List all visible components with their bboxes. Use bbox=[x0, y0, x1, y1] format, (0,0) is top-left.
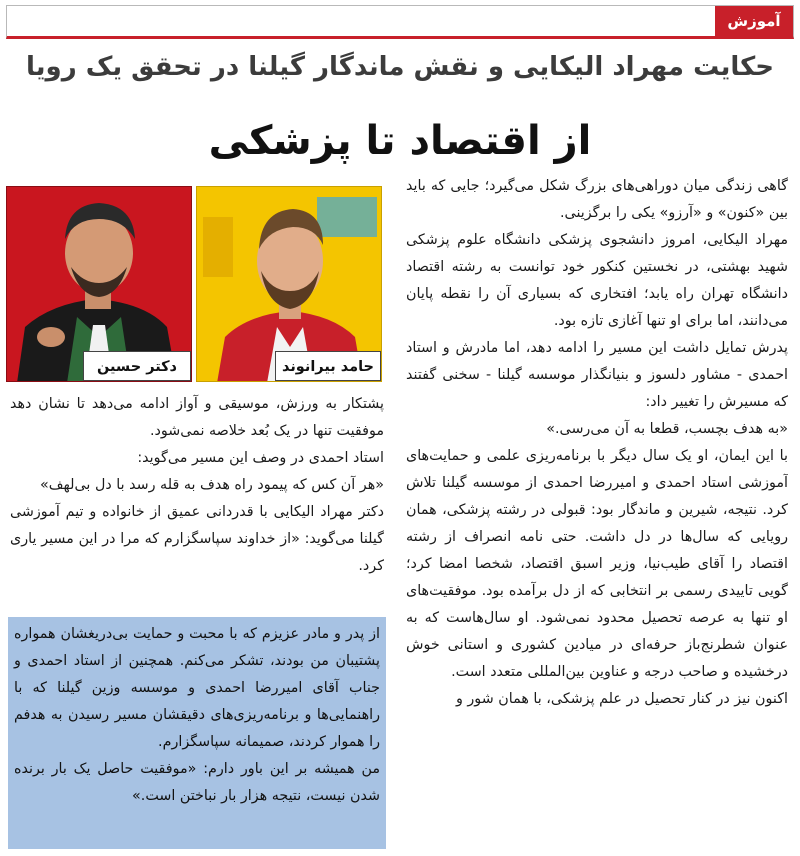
paragraph: اکنون نیز در کنار تحصیل در علم پزشکی، با همان شور و bbox=[455, 691, 788, 707]
paragraph: گاهی زندگی میان دوراهی‌های بزرگ شکل می‌گیرد؛ جایی که باید بین «کنون» و «آرزو» یکی را برگزینی. bbox=[406, 178, 788, 221]
paragraph: مهراد الیکایی، امروز دانشجوی پزشکی دانشگاه علوم پزشکی شهید بهشتی، در نخستین کنکور خود توانست به رشته اقتصاد دانشگاه تهران راه یابد؛ افتخاری که بسیاری آن را نقطه پایان می‌دانند، اما برای او تنها آغازی تازه بود. bbox=[406, 232, 788, 329]
paragraph: پدرش تمایل داشت این مسیر را ادامه دهد، اما مادرش و استاد احمدی - مشاور دلسوز و بنیانگذار موسسه گیلنا - سخنی گفتند که مسیرش را تغییر داد: bbox=[406, 340, 788, 410]
paragraph: با این ایمان، او یک سال دیگر با برنامه‌ریزی علمی و حمایت‌های آموزشی استاد احمدی و امیررضا احمدی از موسسه گیلنا تلاش کرد. نتیجه، شیرین و ماندگار بود: قبولی در رشته پزشکی، همان رویایی که سال‌ها در دل داشت. حتی نامه انصراف از رشته اقتصاد را آقای طیب‌نیا، وزیر اسبق اقتصاد، شخصا امضا کرد؛ گویی تاییدی رسمی بر انتخابی که از دل برآمده بود. موفقیت‌های او تنها به عرصه تحصیل محدود نمی‌شود. او سال‌هاست که به عنوان شطرنج‌باز حرفه‌ای در میادین کشوری و استانی خوش درخشیده و صاحب درجه و عناوین بین‌المللی متعدد است. bbox=[406, 448, 788, 680]
quote-line: «هر آن کس که پیمود راه هدف به قله رسد با دل بی‌لهف» bbox=[40, 477, 384, 493]
paragraph: دکتر مهراد الیکایی با قدردانی عمیق از خانواده و تیم آموزشی گیلنا می‌گوید: «از خداوند سپاسگزارم که مرا در این مسیر یاری کرد. bbox=[10, 504, 384, 574]
paragraph: از پدر و مادر عزیزم که با محبت و حمایت بی‌دریغشان همواره پشتیبان من بودند، تشکر می‌کنم. همچنین از استاد احمدی و جناب آقای امیررضا احمدی و موسسه وزین گیلنا که با راهنمایی‌ها و برنامه‌ریزی‌های دقیقشان مسیر رسیدن به هدفم را هموار کردند، صمیمانه سپاسگزارم. bbox=[14, 626, 380, 750]
article-kicker: حکایت مهراد الیکایی و نقش ماندگار گیلنا در تحقق یک رویا bbox=[26, 52, 774, 82]
portrait-photo-hamed bbox=[196, 186, 382, 382]
portrait-photo-ahmadi bbox=[6, 186, 192, 382]
highlighted-quote bbox=[8, 617, 386, 849]
paragraph: پشتکار به ورزش، موسیقی و آواز ادامه می‌دهد تا نشان دهد موفقیت تنها در یک بُعد خلاصه نمی‌شود. bbox=[10, 396, 384, 439]
article-headline: از اقتصاد تا پزشکی bbox=[208, 118, 592, 164]
paragraph: استاد احمدی در وصف این مسیر می‌گوید: bbox=[137, 450, 384, 466]
photo-caption: دکتر حسین bbox=[83, 351, 191, 381]
article-column-left bbox=[10, 391, 384, 621]
section-tag: آموزش bbox=[715, 6, 793, 37]
quote-line: «به هدف بچسب، قطعا به آن می‌رسی.» bbox=[546, 421, 788, 437]
article-column-right bbox=[406, 173, 788, 848]
paragraph: من همیشه بر این باور دارم: «موفقیت حاصل یک بار برنده شدن نیست، نتیجه هزار بار نباختن است.» bbox=[14, 761, 380, 804]
section-header bbox=[6, 5, 794, 39]
photo-caption: حامد بیرانوند bbox=[275, 351, 381, 381]
